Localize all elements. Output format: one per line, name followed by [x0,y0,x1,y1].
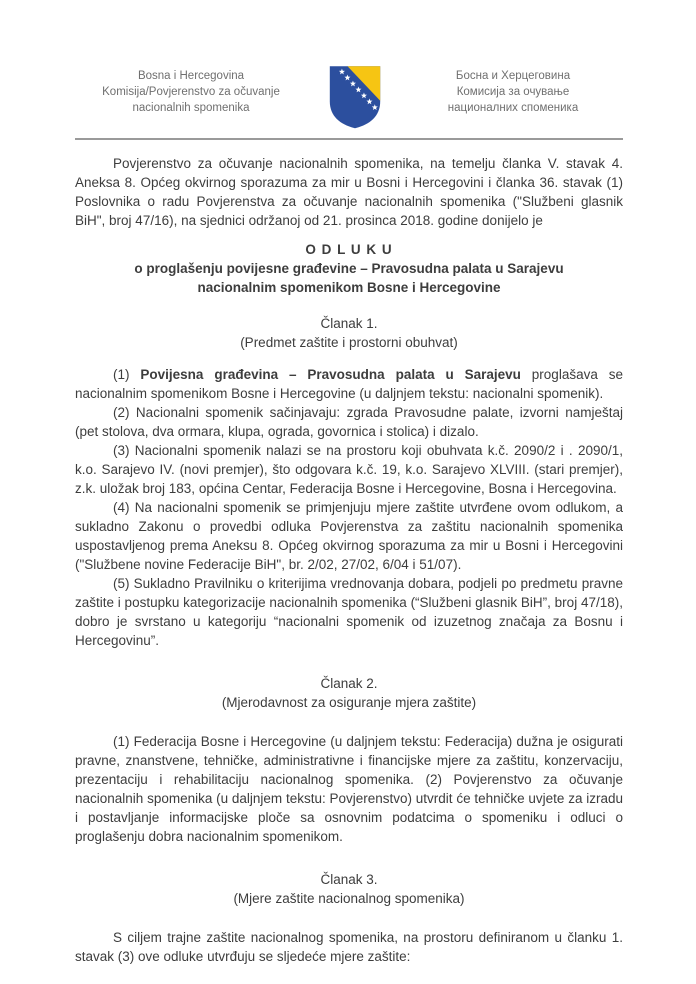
article-3-heading [75,870,623,908]
intro-paragraph: Povjerenstvo za očuvanje nacionalnih spomenika, na temelju članka V. stavak 4. Aneksa 8. Općeg okvirnog sporazuma za mir u Bosni i Hercegovini i članka 36. stavak (1) Poslovnika o radu Povjerenstva za očuvanje nacionalnih spomenika ("Službeni glasnik BiH", broj 47/16), na sjednici održanoj od 21. prosinca 2018. godine donijelo je [75,156,623,228]
letterhead-cyrillic-line3: националних споменика [447,102,579,114]
article-2-paragraph-1: (1) Federacija Bosne i Hercegovine (u daljnjem tekstu: Federacija) dužna je osigurati pravne, znanstvene, tehničke, administrativne i financijske mjere za zaštitu, konzervaciju, prezentaciju i rehabilitaciju nacionalnog spomenika. (2) Povjerenstvo za očuvanje nacionalnih spomenika (u daljnjem tekstu: Povjerenstvo) utvrdit će tehničke uvjete za izradu i postavljanje informacijske ploče sa osnovnim podatcima o spomeniku i odluci o proglašenju dobra nacionalnim spomenikom. [75,734,623,844]
letterhead-latin [75,64,307,116]
letterhead-cyrillic-line1: Босна и Херцеговина [455,70,571,82]
article-2-body [75,732,623,846]
article-1-paragraph-3: (3) Nacionalni spomenik nalazi se na prostoru koji obuhvata k.č. 2090/2 i . 2090/1, k.o. Sarajevo IV. (novi premjer), što odgovara k.č. 19, k.o. Sarajevo XLVIII. (stari premjer), z.k. uložak broj 183, općina Centar, Federacija Bosne i Hercegovine, Bosna i Hercegovina. [75,443,623,496]
article-1-body [75,365,623,650]
article-2-subject: (Mjerodavnost za osiguranje mjera zaštite) [221,695,477,710]
letterhead-latin-line2: Komisija/Povjerenstvo za očuvanje [102,86,280,98]
article-1-number: Članak 1. [320,316,378,331]
article-3-number: Članak 3. [320,872,378,887]
article-3-body [75,928,623,966]
article-1-paragraph-4: (4) Na nacionalni spomenik se primjenjuju mjere zaštite utvrđene ovom odlukom, a sukladno Zakonu o provedbi odluka Povjerenstva za zaštitu nacionalnih spomenika uspostavljenog prema Aneksu 8. Općeg okvirnog sporazuma za mir u Bosni i Hercegovini ("Službene novine Federacije BiH", br. 2/02, 27/02, 6/04 i 51/07). [75,500,623,572]
article-1-heading [75,314,623,352]
header-divider [75,138,623,140]
paragraph-1-prefix: (1) [113,367,141,382]
decision-title: O D L U K U [305,242,393,257]
article-1-paragraph-1 [75,365,623,403]
paragraph-1-rest: proglašava se nacionalnim spomenikom Bosne i Hercegovine (u daljnjem tekstu: nacionalni spomenik). [75,367,623,401]
decision-subtitle-line2: nacionalnim spomenikom Bosne i Hercegovine [197,280,501,295]
article-3-paragraph-1: S ciljem trajne zaštite nacionalnog spomenika, na prostoru definiranom u članku 1. stavak (3) ove odluke utvrđuju se sljedeće mjere zaštite: [75,930,623,964]
article-1-subject: (Predmet zaštite i prostorni obuhvat) [240,335,458,350]
article-3-subject: (Mjere zaštite nacionalnog spomenika) [233,891,465,906]
decision-title-block [75,240,623,297]
article-2-number: Članak 2. [320,676,378,691]
letterhead [75,64,623,130]
decision-subtitle-line1: o proglašenju povijesne građevine – Pravosudna palata u Sarajevu [134,261,564,276]
decision-body [75,154,623,966]
letterhead-latin-line1: Bosna i Hercegovina [137,70,245,82]
monument-name-bold: Povijesna građevina – Pravosudna palata u Sarajevu [140,367,521,382]
article-2-heading [75,674,623,712]
letterhead-latin-line3: nacionalnih spomenika [132,102,250,114]
letterhead-cyrillic [403,64,623,116]
bih-coat-of-arms-icon [327,64,383,130]
article-1-paragraph-5: (5) Sukladno Pravilniku o kriterijima vrednovanja dobara, podjeli po predmetu pravne zaštite i postupku kategorizacije nacionalnih spomenika (“Službeni glasnik BiH”, broj 47/18), dobro je svrstano u kategoriju “nacionalni spomenik od izuzetnog značaja za Bosnu i Hercegovinu”. [75,576,623,648]
letterhead-cyrillic-line2: Комисија за очување [456,86,570,98]
article-1-paragraph-2: (2) Nacionalni spomenik sačinjavaju: zgrada Pravosudne palate, izvorni namještaj (pet stolova, dva ormara, klupa, ograda, govornica i stolica) i dizalo. [75,405,623,439]
